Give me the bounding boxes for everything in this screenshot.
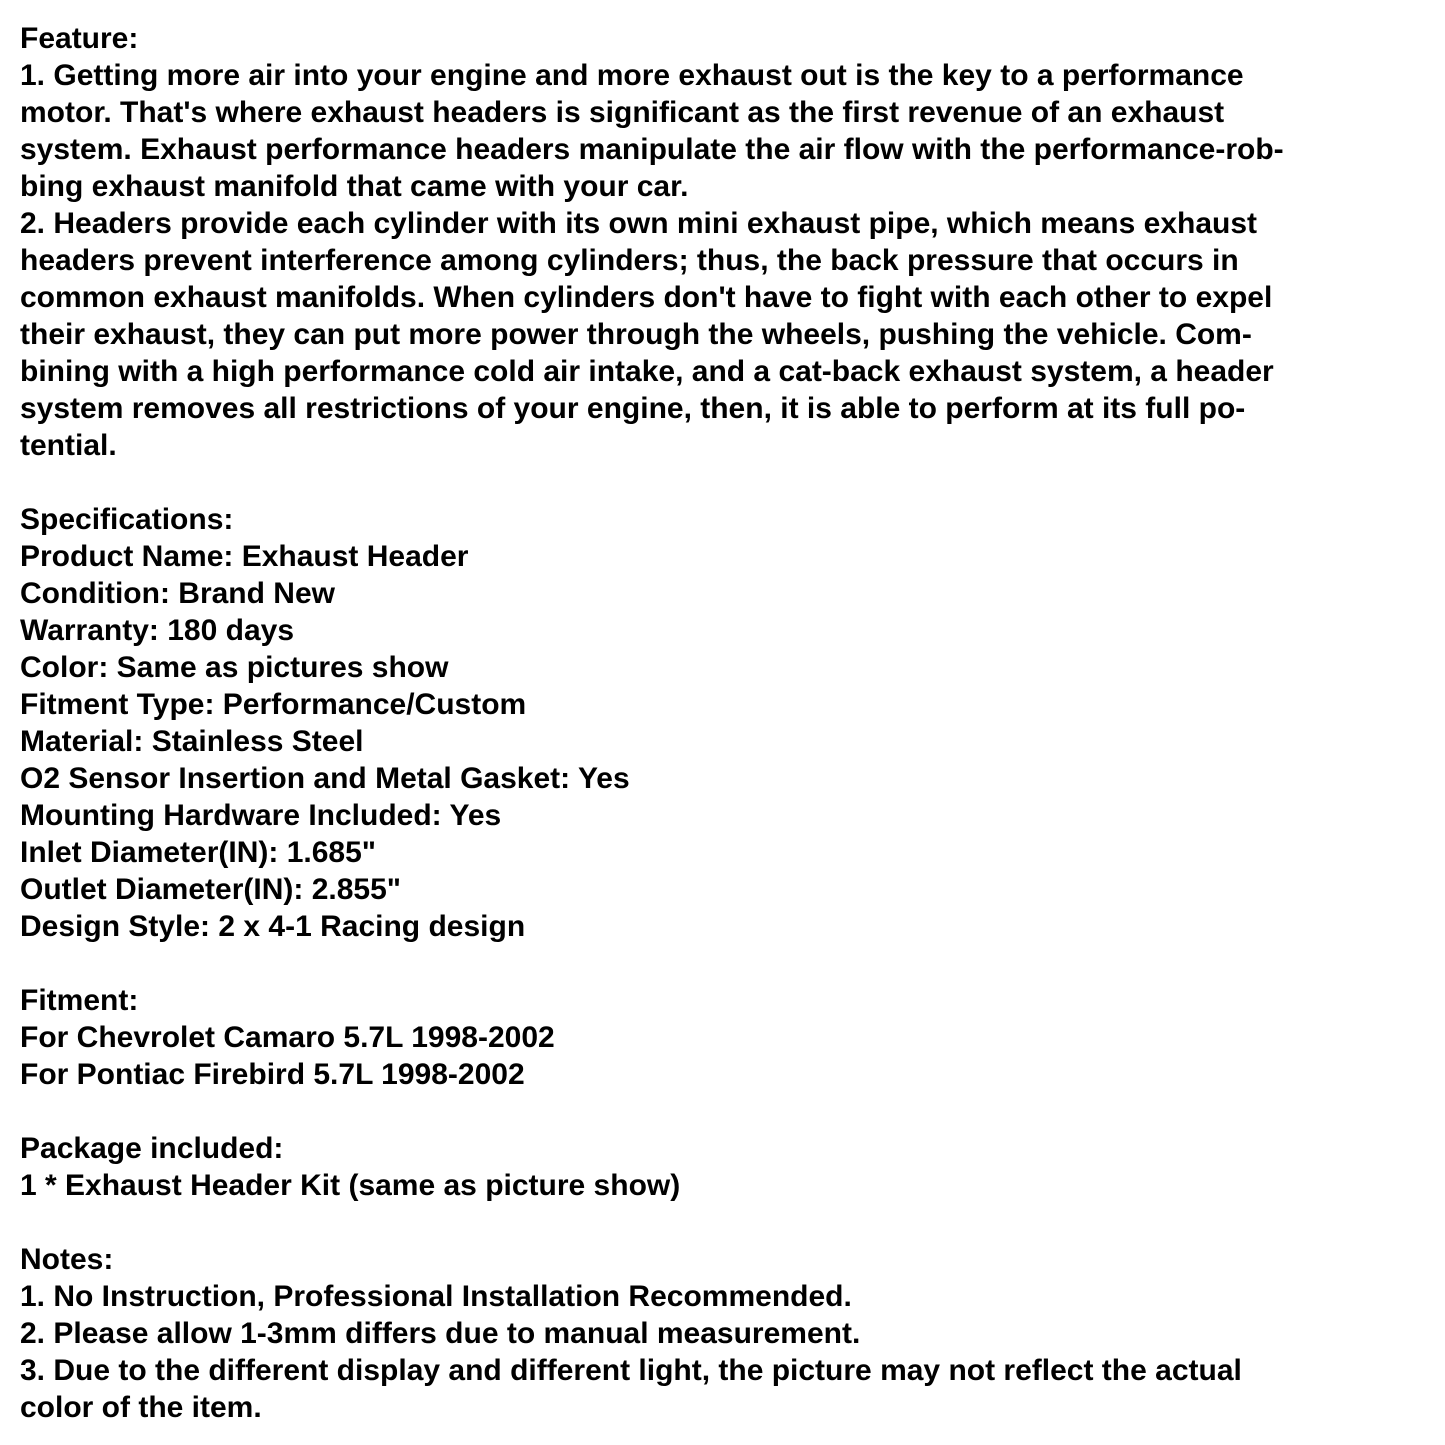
text-line: Condition: Brand New: [20, 577, 335, 610]
section-heading: Feature:: [20, 22, 139, 55]
text-line: Mounting Hardware Included: Yes: [20, 799, 502, 832]
text-line: Product Name: Exhaust Header: [20, 540, 469, 573]
section-heading: Fitment:: [20, 984, 139, 1017]
text-line: common exhaust manifolds. When cylinders don't have to fight with each other to expel: [20, 281, 1273, 314]
description-section-fitment: [20, 982, 1431, 1093]
text-line: Material: Stainless Steel: [20, 725, 364, 758]
text-line: tential.: [20, 429, 117, 462]
text-line: Outlet Diameter(IN): 2.855": [20, 873, 401, 906]
text-line: 3. Due to the different display and different light, the picture may not reflect the actual: [20, 1354, 1242, 1387]
text-line: 1. No Instruction, Professional Installation Recommended.: [20, 1280, 852, 1313]
text-line: Design Style: 2 x 4-1 Racing design: [20, 910, 526, 943]
text-line: 1 * Exhaust Header Kit (same as picture show): [20, 1169, 681, 1202]
section-heading: Notes:: [20, 1243, 114, 1276]
section-heading: Specifications:: [20, 503, 234, 536]
text-line: 2. Please allow 1-3mm differs due to manual measurement.: [20, 1317, 861, 1350]
description-section-feature: [20, 20, 1431, 464]
section-heading: Package included:: [20, 1132, 284, 1165]
text-line: Color: Same as pictures show: [20, 651, 449, 684]
text-line: Fitment Type: Performance/Custom: [20, 688, 527, 721]
text-line: headers prevent interference among cylinders; thus, the back pressure that occurs in: [20, 244, 1239, 277]
text-line: system. Exhaust performance headers manipulate the air flow with the performance-rob-: [20, 133, 1284, 166]
text-line: motor. That's where exhaust headers is significant as the first revenue of an exhaust: [20, 96, 1225, 129]
text-line: color of the item.: [20, 1391, 262, 1424]
text-line: bining with a high performance cold air intake, and a cat-back exhaust system, a header: [20, 355, 1274, 388]
text-line: O2 Sensor Insertion and Metal Gasket: Yes: [20, 762, 630, 795]
description-section-package: [20, 1130, 1431, 1204]
description-section-specifications: [20, 501, 1431, 945]
text-line: bing exhaust manifold that came with your car.: [20, 170, 689, 203]
text-line: For Pontiac Firebird 5.7L 1998-2002: [20, 1058, 525, 1091]
text-line: 2. Headers provide each cylinder with its own mini exhaust pipe, which means exhaust: [20, 207, 1258, 240]
text-line: Inlet Diameter(IN): 1.685": [20, 836, 377, 869]
text-line: Warranty: 180 days: [20, 614, 295, 647]
text-line: their exhaust, they can put more power through the wheels, pushing the vehicle. Com-: [20, 318, 1252, 351]
text-line: system removes all restrictions of your engine, then, it is able to perform at its full po-: [20, 392, 1246, 425]
text-line: 1. Getting more air into your engine and more exhaust out is the key to a performance: [20, 59, 1244, 92]
text-line: For Chevrolet Camaro 5.7L 1998-2002: [20, 1021, 555, 1054]
description-section-notes: [20, 1241, 1431, 1426]
